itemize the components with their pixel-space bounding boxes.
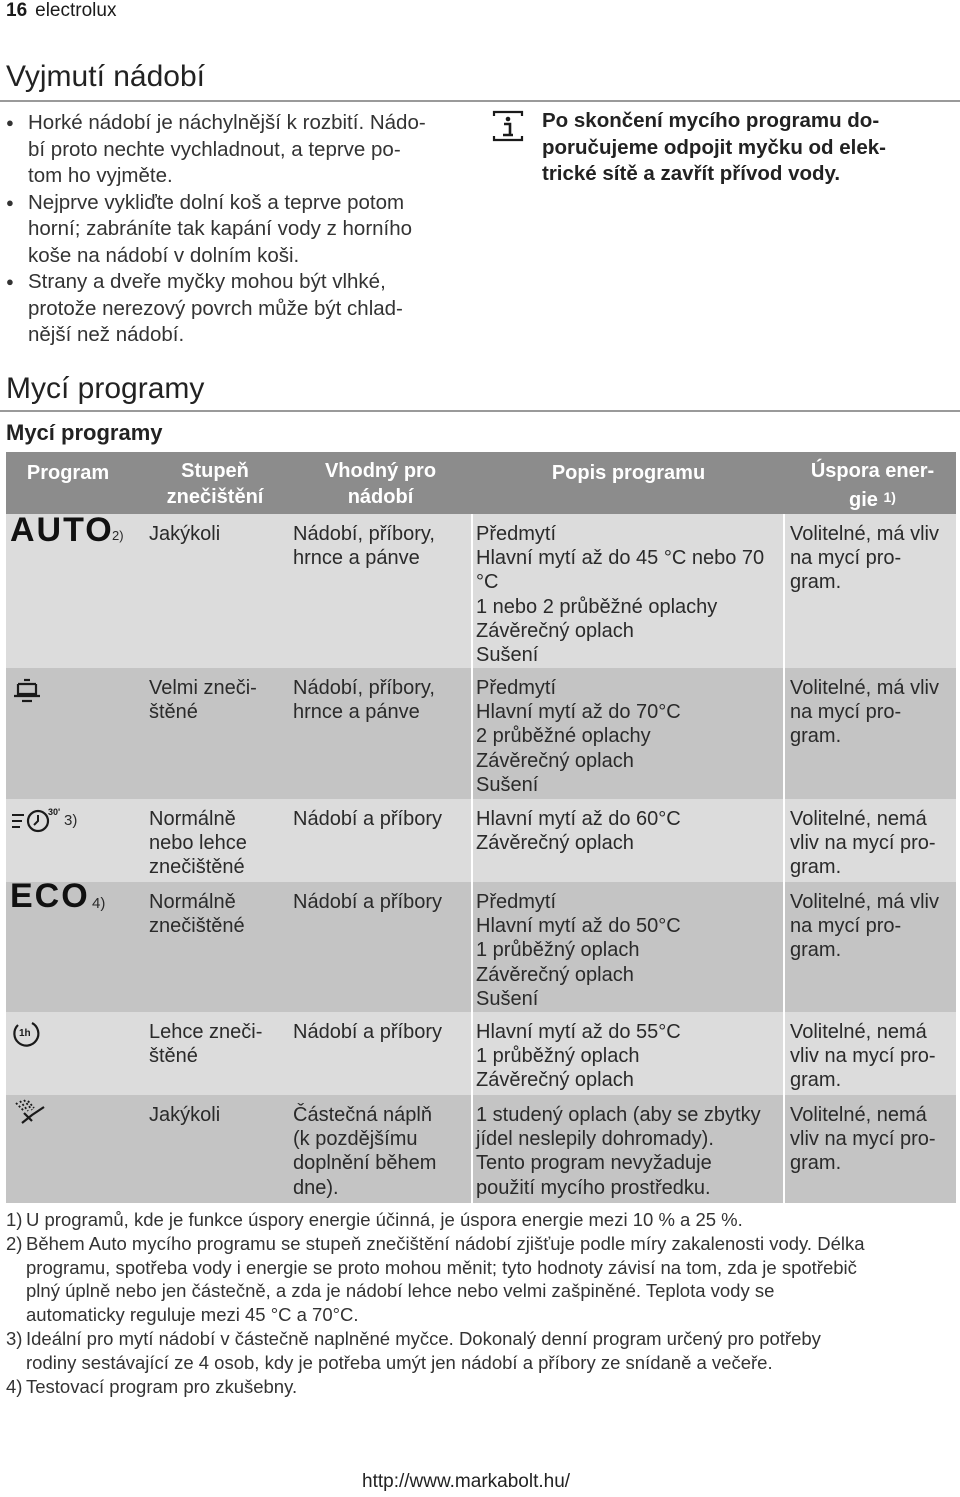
- description-cell: Předmytí Hlavní mytí až do 50°C 1 průběžný oplach Závěrečný oplach Sušení: [476, 891, 681, 1010]
- degree-cell: Normálně znečištěné: [149, 891, 245, 938]
- suitable-cell: Částečná náplň (k pozdějšímu doplnění během dne).: [293, 1104, 437, 1199]
- saving-cell: Volitelné, má vliv na mycí pro- gram.: [790, 891, 939, 962]
- one-hour-icon: [10, 1018, 42, 1050]
- table-header: [6, 452, 956, 514]
- page-number: 16: [6, 0, 28, 21]
- bullet-item: ● Strany a dveře myčky mohou být vlhké, protože nerezový povrch může být chlad- nější než nádobí.: [6, 269, 476, 349]
- description-cell: 1 studený oplach (aby se zbytky jídel neslepily dohromady). Tento program nevyžaduje použití mycího prostředku.: [476, 1104, 761, 1199]
- degree-cell: Lehce zneči- štěné: [149, 1021, 263, 1068]
- footer-url[interactable]: http://www.markabolt.hu/: [362, 1471, 571, 1492]
- program-intensive: [10, 676, 44, 714]
- header-description: Popis programu: [551, 462, 706, 484]
- bullet-item: ● Nejprve vykliďte dolní koš a teprve potom horní; zabráníte tak kapání vody z horního koše na nádobí v dolním koši.: [6, 190, 476, 270]
- brand-name: electrolux: [35, 0, 117, 21]
- header-suitable: Vhodný pro nádobí: [324, 460, 437, 508]
- table-row: [6, 1012, 956, 1095]
- saving-cell: Volitelné, má vliv na mycí pro- gram.: [790, 523, 939, 594]
- program-eco: [10, 877, 90, 915]
- quick-30-icon: [10, 805, 66, 835]
- header-saving: Úspora ener- gie $^{1)}$: [810, 460, 935, 511]
- section-title-unloading: Vyjmutí nádobí: [6, 60, 205, 93]
- degree-cell: Jakýkoli: [149, 1104, 221, 1126]
- svg-text:30': 30': [48, 807, 61, 817]
- table-row: [6, 799, 956, 882]
- info-icon: [492, 110, 524, 142]
- description-cell: Předmytí Hlavní mytí až do 45 °C nebo 70 °C 1 nebo 2 průběžné oplachy Závěrečný oplach Sušení: [476, 523, 765, 667]
- table-row: [6, 511, 956, 668]
- bullet-item: ● Horké nádobí je náchylnější k rozbití. Nádo- bí proto nechte vychladnout, a teprve po- tom ho vyjměte.: [6, 110, 476, 190]
- degree-cell: Jakýkoli: [149, 523, 221, 545]
- program-one-hour: [10, 1018, 42, 1056]
- header-program: Program: [26, 462, 110, 484]
- footnote-2: 2) Během Auto mycího programu se stupeň znečištění nádobí zjišťuje podle míry zakalenosti vody. Délka programu, spotřeba vody i energie se proto mohou měnit; tyto hodnoty závisí na tom, zda je spotřebič plný úplně nebo jen částečně, a zda je nádobí lehce nebo velmi zašpiněné. Teplota vody se automaticky reguluje mezi 45 °C a 70°C.: [6, 1232, 865, 1326]
- table-row: [6, 1095, 956, 1203]
- description-cell: Předmytí Hlavní mytí až do 70°C 2 průběžné oplachy Závěrečný oplach Sušení: [476, 677, 681, 796]
- footnotes: [6, 1208, 956, 1398]
- description-cell: Hlavní mytí až do 60°C Závěrečný oplach: [476, 808, 681, 855]
- table-row: [6, 877, 956, 1012]
- footnote-1: 1) U programů, kde je funkce úspory energie účinná, je úspora energie mezi 10 % a 25 %.: [6, 1209, 743, 1230]
- footnote-3: 3) Ideální pro mytí nádobí v částečně naplněné myčce. Dokonalý denní program určený pro potřeby rodiny sestávající ze 4 osob, kdy je potřeba umýt jen nádobí a příbory ze snídaně a večeře.: [6, 1327, 821, 1373]
- auto-icon: AUTO: [10, 511, 114, 549]
- footnote-ref: 4): [92, 895, 106, 912]
- degree-cell: Normálně nebo lehce znečištěné: [149, 808, 247, 879]
- saving-cell: Volitelné, nemá vliv na mycí pro- gram.: [790, 808, 936, 879]
- svg-text:1h: 1h: [19, 1028, 31, 1039]
- section-divider: [0, 100, 960, 102]
- saving-cell: Volitelné, nemá vliv na mycí pro- gram.: [790, 1104, 936, 1175]
- note-text: Po skončení mycího programu do- poručujeme odpojit myčku od elek- trické sítě a zavřít přívod vody.: [542, 109, 887, 185]
- program-rinse-hold: [10, 1097, 50, 1135]
- suitable-cell: Nádobí, příbory, hrnce a pánve: [293, 523, 435, 570]
- table-title: Mycí programy: [6, 420, 163, 445]
- suitable-cell: Nádobí a příbory: [293, 808, 442, 830]
- suitable-cell: Nádobí, příbory, hrnce a pánve: [293, 677, 435, 724]
- program-quick: [10, 805, 66, 841]
- table-row: [6, 668, 956, 799]
- saving-cell: Volitelné, má vliv na mycí pro- gram.: [790, 677, 939, 748]
- footnote-ref: 3): [64, 812, 78, 829]
- footnote-4: 4) Testovací program pro zkušebny.: [6, 1375, 298, 1397]
- footnote-ref: 2): [112, 528, 124, 543]
- section-divider: [0, 410, 960, 412]
- section-title-programs: Mycí programy: [6, 372, 205, 405]
- description-cell: Hlavní mytí až do 55°C 1 průběžný oplach Závěrečný oplach: [476, 1021, 681, 1092]
- unloading-bullet-list: [6, 110, 476, 349]
- saving-cell: Volitelné, nemá vliv na mycí pro- gram.: [790, 1021, 936, 1092]
- suitable-cell: Nádobí a příbory: [293, 891, 442, 913]
- header-degree: Stupeň znečištění: [166, 460, 264, 508]
- suitable-cell: Nádobí a příbory: [293, 1021, 442, 1043]
- eco-icon: ECO: [10, 877, 90, 915]
- intensive-pot-icon: [10, 676, 44, 708]
- rinse-hold-icon: [10, 1097, 50, 1129]
- page-header: [6, 0, 116, 22]
- program-auto: [10, 511, 114, 549]
- degree-cell: Velmi zneči- štěné: [149, 677, 257, 724]
